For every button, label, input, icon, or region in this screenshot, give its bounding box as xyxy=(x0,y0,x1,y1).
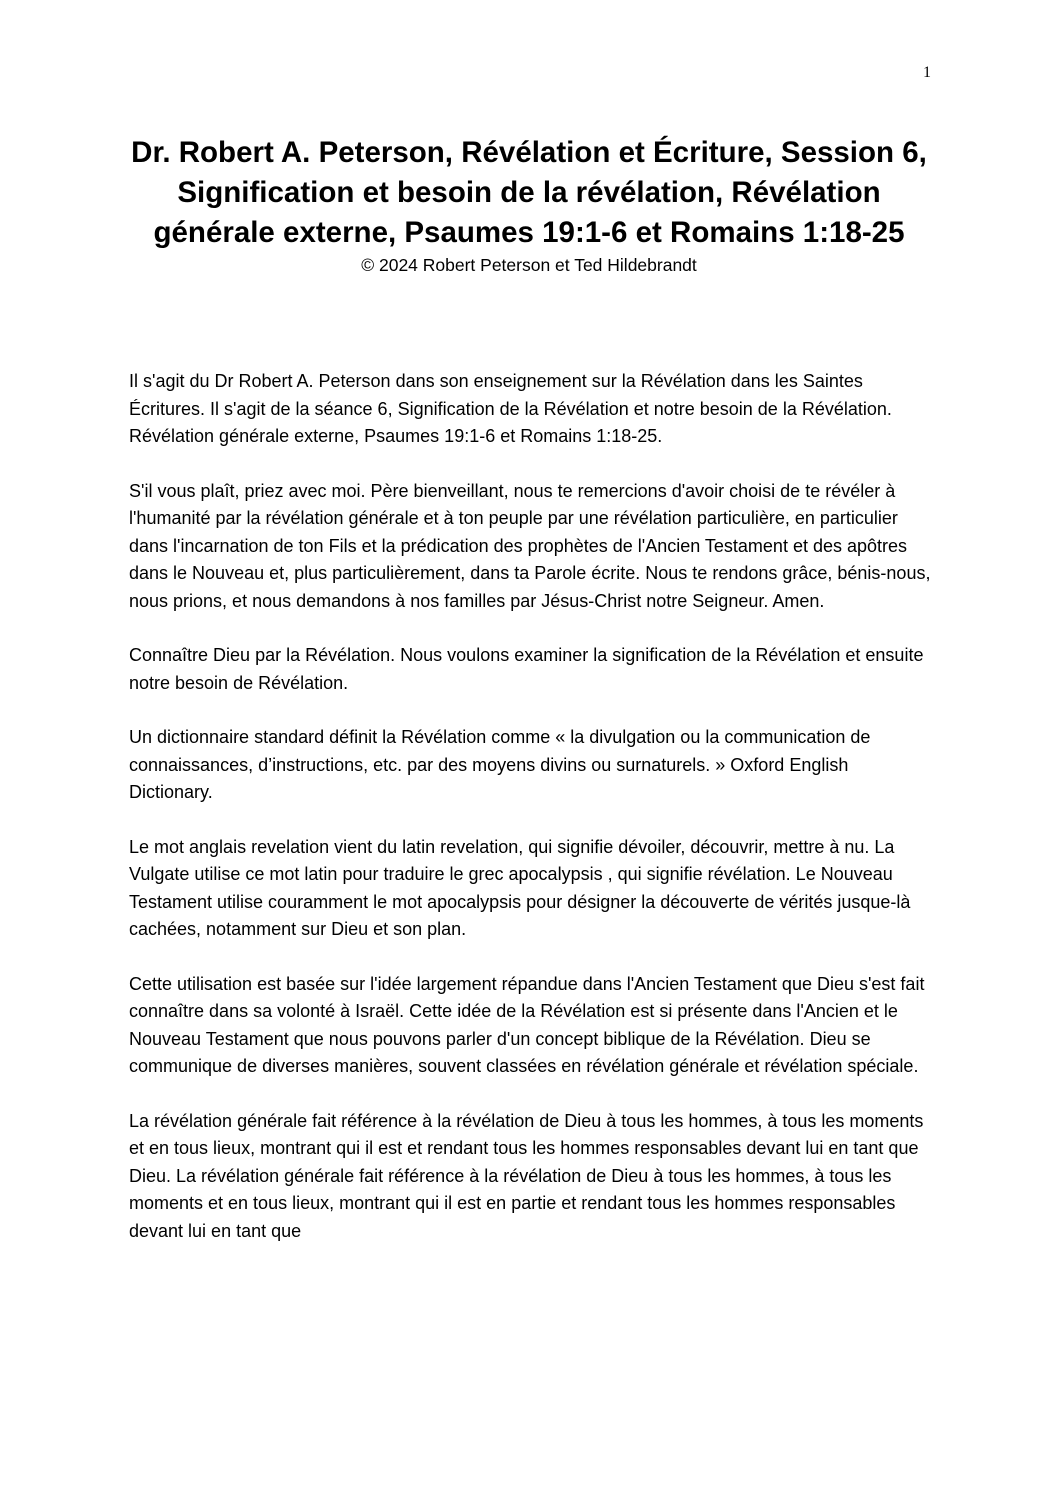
paragraph-general-revelation: La révélation générale fait référence à la révélation de Dieu à tous les hommes, à tous les moments et en tous lieux, montrant qui il est et rendant tous les hommes responsables devant lui en tant que Dieu. La révélation générale fait référence à la révélation de Dieu à tous les hommes, à tous les moments et en tous lieux, montrant qui il est en partie et rendant tous les hommes responsables devant lui en tant que xyxy=(129,1110,924,1241)
paragraph-knowing-god: Connaître Dieu par la Révélation. Nous voulons examiner la signification de la Révélation et ensuite notre besoin de Révélation. xyxy=(129,645,924,693)
paragraph-dictionary-definition: Un dictionnaire standard définit la Révélation comme « la divulgation ou la communication de connaissances, d’instructions, etc. par des moyens divins ou surnaturels. » Oxford English Dictionary. xyxy=(129,727,871,802)
header xyxy=(130,133,928,277)
document-body xyxy=(129,368,931,1272)
paragraph-biblical-concept: Cette utilisation est basée sur l'idée largement répandue dans l'Ancien Testament que Dieu s'est fait connaître dans sa volonté à Israël. Cette idée de la Révélation est si présente dans l'Ancien et le Nouveau Testament que nous pouvons parler d'un concept biblique de la Révélation. Dieu se communique de diverses manières, souvent classées en révélation générale et révélation spéciale. xyxy=(129,973,925,1076)
copyright-line: © 2024 Robert Peterson et Ted Hildebrandt xyxy=(361,255,697,275)
document-title: Dr. Robert A. Peterson, Révélation et Écriture, Session 6, Signification et besoin de la révélation, Révélation générale externe, Psaumes 19:1-6 et Romains 1:18-25 xyxy=(131,136,927,249)
paragraph-prayer: S'il vous plaît, priez avec moi. Père bienveillant, nous te remercions d'avoir choisi de te révéler à l'humanité par la révélation générale et à ton peuple par une révélation particulière, en particulier dans l'incarnation de ton Fils et la prédication des prophètes de l'Ancien Testament et des apôtres dans le Nouveau et, plus particulièrement, dans ta Parole écrite. Nous te rendons grâce, bénis-nous, nous prions, et nous demandons à nos familles par Jésus-Christ notre Seigneur. Amen. xyxy=(129,480,931,611)
paragraph-etymology: Le mot anglais revelation vient du latin revelation, qui signifie dévoiler, découvrir, mettre à nu. La Vulgate utilise ce mot latin pour traduire le grec apocalypsis , qui signifie révélation. Le Nouveau Testament utilise couramment le mot apocalypsis pour désigner la découverte de vérités jusque-là cachées, notamment sur Dieu et son plan. xyxy=(129,836,911,939)
paragraph-intro: Il s'agit du Dr Robert A. Peterson dans son enseignement sur la Révélation dans les Saintes Écritures. Il s'agit de la séance 6, Signification de la Révélation et notre besoin de la Révélation. Révélation générale externe, Psaumes 19:1-6 et Romains 1:18-25. xyxy=(129,371,892,446)
page-number: 1 xyxy=(923,64,931,81)
